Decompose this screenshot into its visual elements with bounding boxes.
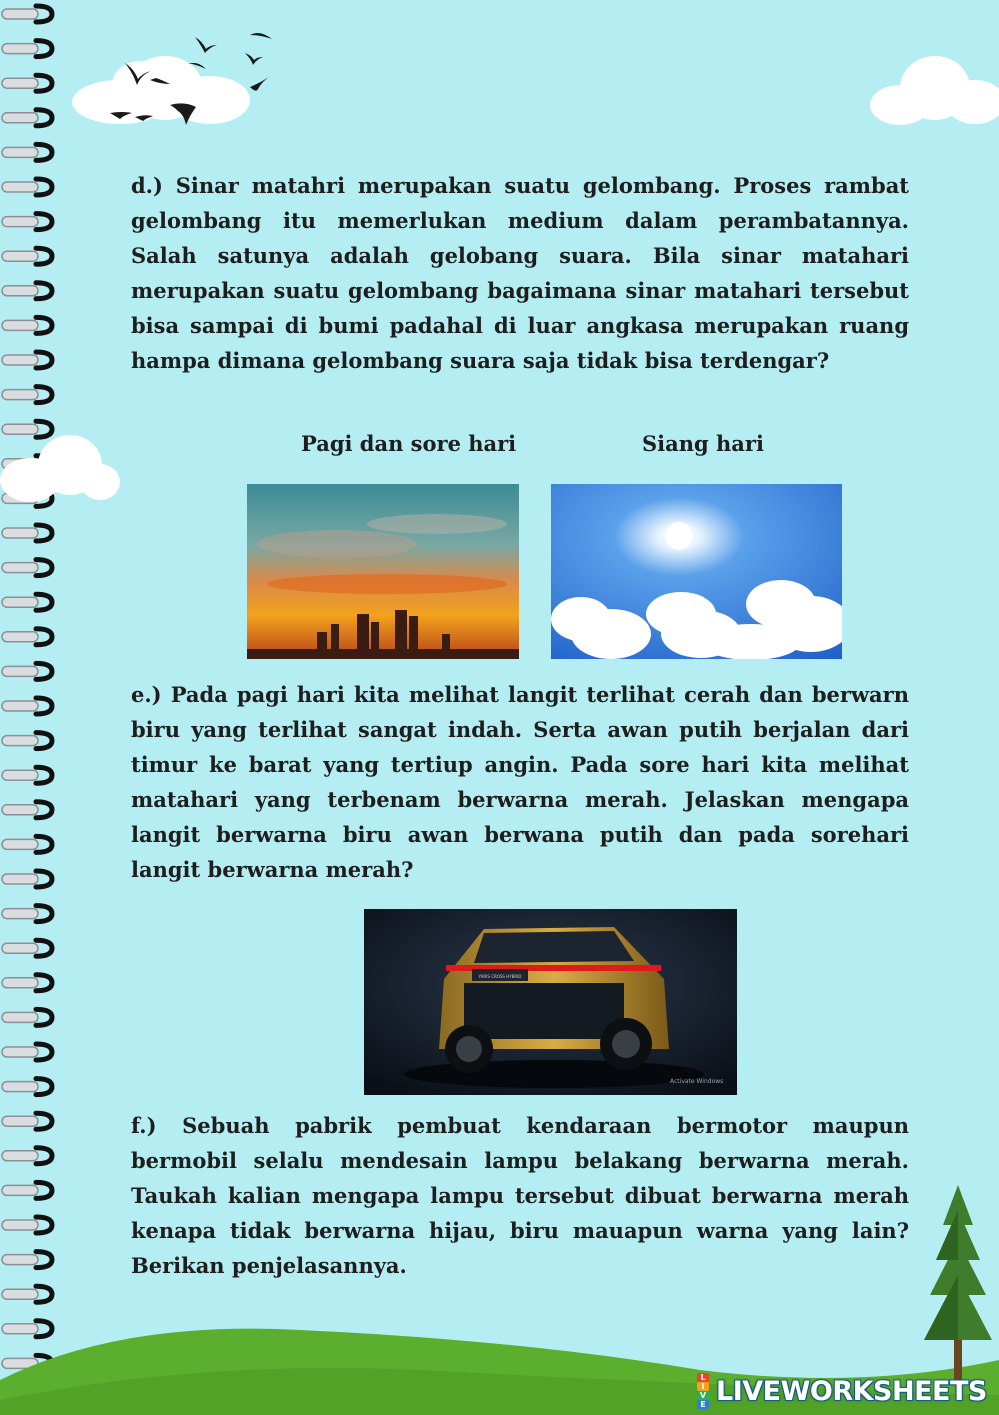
bird-icon (188, 63, 206, 69)
cloud-middle-left (0, 420, 120, 510)
binding-ring (2, 698, 52, 714)
binding-ring (2, 560, 52, 576)
bird-icon (250, 33, 272, 39)
binding-ring (2, 144, 52, 160)
binding-ring (2, 6, 52, 22)
bird-icon (195, 37, 217, 53)
liveworksheets-logo (692, 1373, 992, 1409)
binding-ring (2, 767, 52, 783)
binding-ring (2, 1148, 52, 1164)
pine-tree (918, 1185, 998, 1385)
binding-ring (2, 1182, 52, 1198)
binding-ring (2, 1252, 52, 1268)
bird-icon (125, 63, 151, 85)
binding-ring (2, 594, 52, 610)
bird-icon (170, 103, 196, 125)
question-d-text: d.) Sinar matahri merupakan suatu gelombang. Proses rambat gelombang itu memerlukan medium dalam perambatannya. Salah satunya adalah gelobang suara. Bila sinar matahari merupakan suatu gelombang bagaimana sinar matahari tersebut bisa sampai di bumi padahal di luar angkasa merupakan ruang hampa dimana gelombang suara saja tidak bisa terdengar? (131, 173, 909, 373)
binding-ring (2, 41, 52, 57)
binding-ring (2, 663, 52, 679)
spiral-binding (0, 0, 70, 1415)
binding-ring (2, 940, 52, 956)
binding-ring (2, 1009, 52, 1025)
caption-noon: Siang hari (642, 431, 764, 456)
binding-ring (2, 110, 52, 126)
binding-ring (2, 802, 52, 818)
binding-ring (2, 975, 52, 991)
binding-ring (2, 1044, 52, 1060)
binding-ring (2, 317, 52, 333)
car-badge-text: YARIS CROSS HYBRID (478, 974, 522, 979)
binding-ring (2, 75, 52, 91)
bird-icon (135, 115, 153, 121)
bird-icon (150, 78, 170, 84)
binding-ring (2, 525, 52, 541)
binding-ring (2, 871, 52, 887)
binding-ring (2, 836, 52, 852)
binding-ring (2, 1217, 52, 1233)
logo-badge-letter: V (697, 1391, 709, 1400)
bird-icon (250, 75, 272, 91)
binding-ring (2, 387, 52, 403)
car-taillight-photo (364, 909, 737, 1095)
logo-badge-letter: L (697, 1373, 709, 1382)
midday-sun-photo (551, 484, 842, 659)
binding-ring (2, 352, 52, 368)
binding-ring (2, 179, 52, 195)
logo-badge (692, 1373, 714, 1409)
bird-icon (110, 112, 132, 119)
binding-ring (2, 1079, 52, 1095)
binding-ring (2, 733, 52, 749)
activate-windows-watermark: Activate Windows (670, 1078, 724, 1085)
logo-text: LIVEWORKSHEETS (716, 1375, 987, 1407)
caption-morning-evening: Pagi dan sore hari (301, 431, 517, 456)
cloud-top-right (860, 40, 999, 130)
binding-ring (2, 248, 52, 264)
question-f-text: f.) Sebuah pabrik pembuat kendaraan bermotor maupun bermobil selalu mendesain lampu belakang berwarna merah. Taukah kalian mengapa lampu tersebut dibuat berwarna merah kenapa tidak berwarna hijau, biru mauapun warna yang lain? Berikan penjelasannya. (131, 1113, 909, 1278)
binding-ring (2, 1113, 52, 1129)
logo-badge-letter: E (697, 1400, 709, 1409)
logo-badge-letter: I (697, 1382, 709, 1391)
bird-icon (245, 53, 263, 65)
question-e-text: e.) Pada pagi hari kita melihat langit terlihat cerah dan berwarn biru yang terlihat sangat indah. Serta awan putih berjalan dari timur ke barat yang tertiup angin. Pada sore hari kita melihat matahari yang terbenam berwarna merah. Jelaskan mengapa langit berwarna biru awan berwana putih dan pada sorehari langit berwarna merah? (131, 682, 909, 882)
binding-ring (2, 214, 52, 230)
binding-ring (2, 629, 52, 645)
binding-ring (2, 906, 52, 922)
binding-ring (2, 283, 52, 299)
birds-illustration (100, 25, 300, 135)
sunset-photo (247, 484, 519, 659)
